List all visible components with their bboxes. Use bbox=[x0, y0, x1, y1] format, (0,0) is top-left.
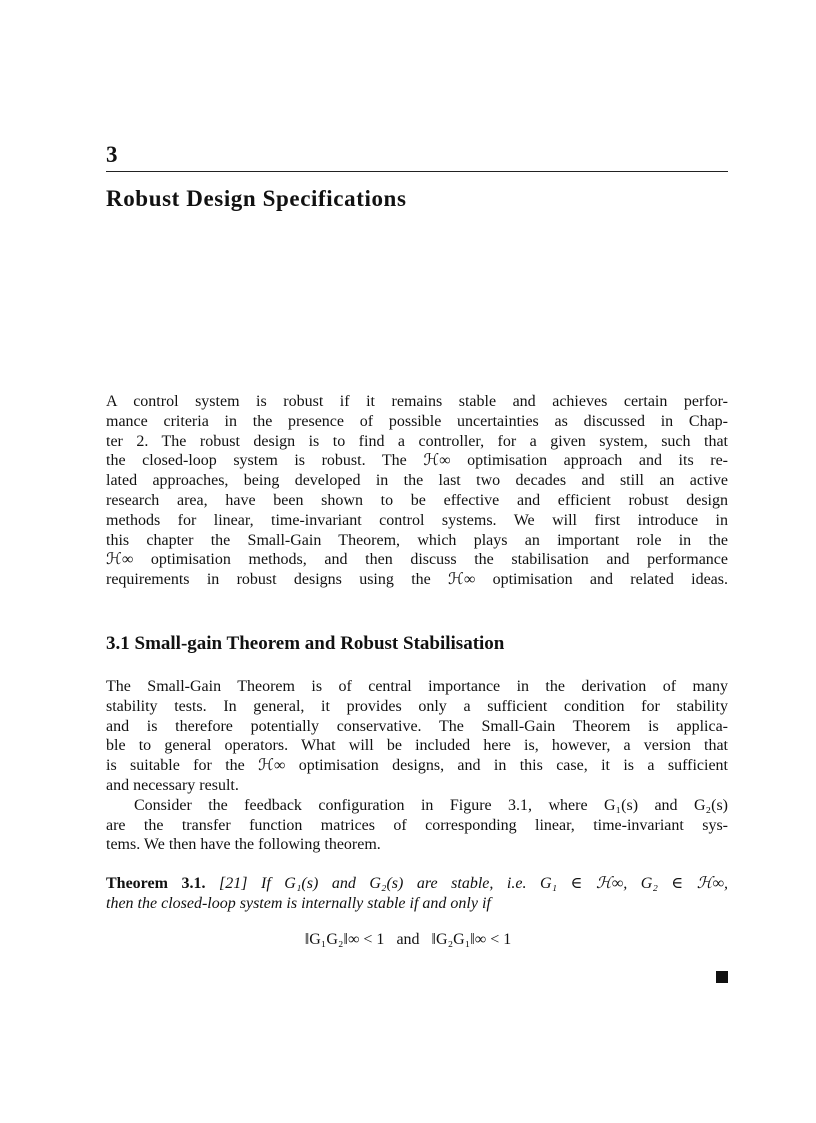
text-line: tems. We then have the following theorem. bbox=[106, 836, 381, 854]
text-line: Consider the feedback configuration in Figure 3.1, where G₁(s) and G₂(s) bbox=[134, 796, 728, 814]
qed-square-icon bbox=[716, 971, 728, 983]
text-line: lated approaches, being developed in the last two decades and still an active bbox=[106, 472, 728, 490]
theorem-line bbox=[106, 874, 728, 894]
equation-connector: and bbox=[396, 931, 420, 948]
text-line: The Small-Gain Theorem is of central importance in the derivation of many bbox=[106, 678, 728, 695]
text-line: A control system is robust if it remains stable and achieves certain perfor- bbox=[106, 393, 728, 410]
chapter-title: Robust Design Specifications bbox=[106, 186, 407, 211]
equation-left: ‖G₁G₂‖∞ < 1 bbox=[304, 931, 385, 948]
intro-paragraph bbox=[106, 392, 728, 590]
text-line: research area, have been shown to be effective and efficient robust design bbox=[106, 491, 728, 509]
text-line: and necessary result. bbox=[106, 776, 239, 794]
chapter-rule bbox=[106, 171, 728, 172]
text-line: methods for linear, time-invariant control systems. We will first introduce in bbox=[106, 511, 728, 529]
text-line: is suitable for the ℋ∞ optimisation designs, and in this case, it is a sufficient bbox=[106, 757, 728, 775]
text-line: stability tests. In general, it provides only a sufficient condition for stability bbox=[106, 697, 728, 715]
theorem-block bbox=[106, 874, 728, 914]
theorem-line: then the closed-loop system is internally stable if and only if bbox=[106, 894, 491, 912]
text-line: are the transfer function matrices of corresponding linear, time-invariant sys- bbox=[106, 816, 728, 834]
section-title: 3.1 Small-gain Theorem and Robust Stabilisation bbox=[106, 633, 505, 654]
theorem-label: Theorem 3.1. bbox=[106, 875, 206, 892]
text-line: and is therefore potentially conservative. The Small-Gain Theorem is applica- bbox=[106, 717, 728, 735]
theorem-text: [21] If G₁(s) and G₂(s) are stable, i.e. G₁ ∈ ℋ∞, G₂ ∈ ℋ∞, bbox=[219, 875, 729, 892]
text-line: ℋ∞ optimisation methods, and then discuss the stabilisation and performance bbox=[106, 551, 728, 569]
text-line: the closed-loop system is robust. The ℋ∞ optimisation approach and its re- bbox=[106, 452, 728, 470]
section-body bbox=[106, 677, 728, 855]
chapter-number: 3 bbox=[106, 142, 118, 167]
equation bbox=[0, 931, 816, 949]
equation-right: ‖G₂G₁‖∞ < 1 bbox=[431, 931, 512, 948]
text-line: mance criteria in the presence of possible uncertainties as discussed in Chap- bbox=[106, 412, 728, 430]
text-line: this chapter the Small-Gain Theorem, which plays an important role in the bbox=[106, 531, 728, 549]
text-line: ble to general operators. What will be included here is, however, a version that bbox=[106, 737, 728, 755]
text-line: requirements in robust designs using the ℋ∞ optimisation and related ideas. bbox=[106, 571, 728, 589]
text-line: ter 2. The robust design is to find a controller, for a given system, such that bbox=[106, 432, 728, 450]
